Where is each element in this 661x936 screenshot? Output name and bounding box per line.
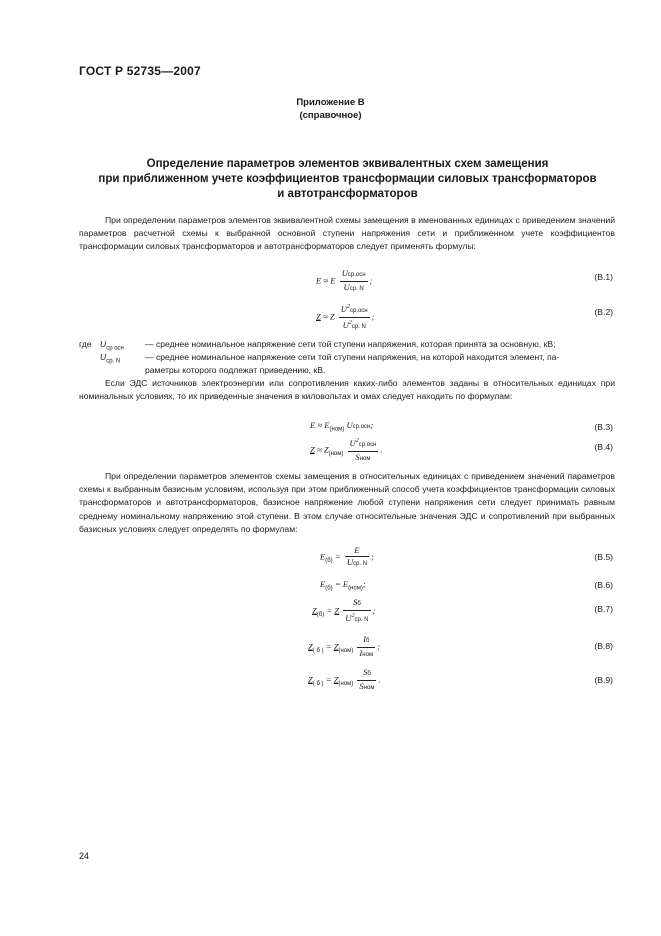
paragraph-2 [79,377,615,403]
where-prefix: где [79,339,92,349]
paragraph-1 [79,214,615,254]
formula-b1: E ≈ E $\frac{\text{Uср.осн}}{\text{Uср. N}}$ ; [316,268,372,295]
page-number: 24 [79,851,90,861]
formula-b4: $Z \approx Z_{(ном)}$ $\frac{U^2ср.осн}{\text{Sном}}$ . [310,436,383,465]
formula-b2: Z ≈ Z $\frac{U^2ср.осн}{U^2ср. N}$ ; [316,302,375,333]
equation-number-b5: (В.5) [594,552,613,562]
appendix-type: (справочное) [299,110,362,121]
equation-number-b3: (В.3) [594,422,613,432]
paragraph-3 [79,470,615,536]
formula-b3: $E \approx E_{(ном)}$ Uср.осн; [310,420,374,433]
where-symbol-1: $U_{ср.осн}$ [100,339,124,352]
formula-b8: $Z_{( б )} = Z_{(ном)}$ $\frac{Iб}{\text{Iном}}$ ; [308,634,380,661]
where-desc-1: — среднее номинальное напряжение сети той ступени напряжения, которая принята за основную, кВ; [145,339,556,349]
formula-b6: $E_{(б)} = E_{(ном)}$; [320,579,366,592]
equation-number-b9: (В.9) [594,675,613,685]
section-title [80,157,615,202]
equation-number-b4: (В.4) [594,442,613,452]
formula-b5: $E_{(б)}$ = $\frac{E}{\text{Uср. N}}$ ; [320,545,374,570]
appendix-label: Приложение В [296,97,365,108]
title-line-1: Определение параметров элементов эквивалентных схем замещения [146,158,549,170]
equation-number-b7: (В.7) [594,604,613,614]
equation-number-b6: (В.6) [594,580,613,590]
title-line-3: и автотрансформаторов [277,188,418,200]
where-desc-2: — среднее номинальное напряжение сети той ступени напряжения, на которой находится элемент, па- [145,352,560,362]
formula-b7: $Z_{(б)} = Z$ $\frac{Sб}{U^2ср. N}$ ; [312,597,375,626]
equation-number-b2: (В.2) [594,307,613,317]
where-desc-2-cont: раметры которого подлежат приведению, кВ. [145,365,326,375]
equation-number-b8: (В.8) [594,641,613,651]
equation-number-b1: (В.1) [594,272,613,282]
where-symbol-2: $U_{ср. N}$ [100,352,121,365]
document-code: ГОСТ Р 52735—2007 [79,64,201,78]
paragraph-2-text: Если ЭДС источников электроэнергии или сопротивления каких-либо элементов заданы в относительных единицах при номинальных условиях, то их приведенные значения в киловольтах и омах следует находить по формулам: [79,378,615,402]
paragraph-3-text: При определении параметров элементов схемы замещения в относительных единицах с приведением значений параметров схемы к выбранным базисным условиям, используя при этом приближенный способ учета коэффициентов трансформации силовых трансформаторов и автотрансформаторов, базисное напряжение любой ступени напряжения сети следует принимать равным среднему номинальному напряжению этой ступени. В этом случае относительные значения ЭДС и сопротивлений при выбранных базисных условиях следует определять по формулам: [79,471,615,534]
title-line-2: при приближенном учете коэффициентов трансформации силовых трансформаторов [98,173,597,185]
formula-b9: $Z_{( б )} = Z_{(ном)}$ $\frac{Sб}{\text{Sном}}$ . [308,667,381,694]
paragraph-1-text: При определении параметров элементов эквивалентной схемы замещения в именованных единицах с приведением значений параметров расчетной схемы к выбранной основной ступени напряжения сети и приближенном учете коэффициентов трансформации силовых трансформаторов и автотрансформаторов следует применять формулы: [79,215,615,252]
